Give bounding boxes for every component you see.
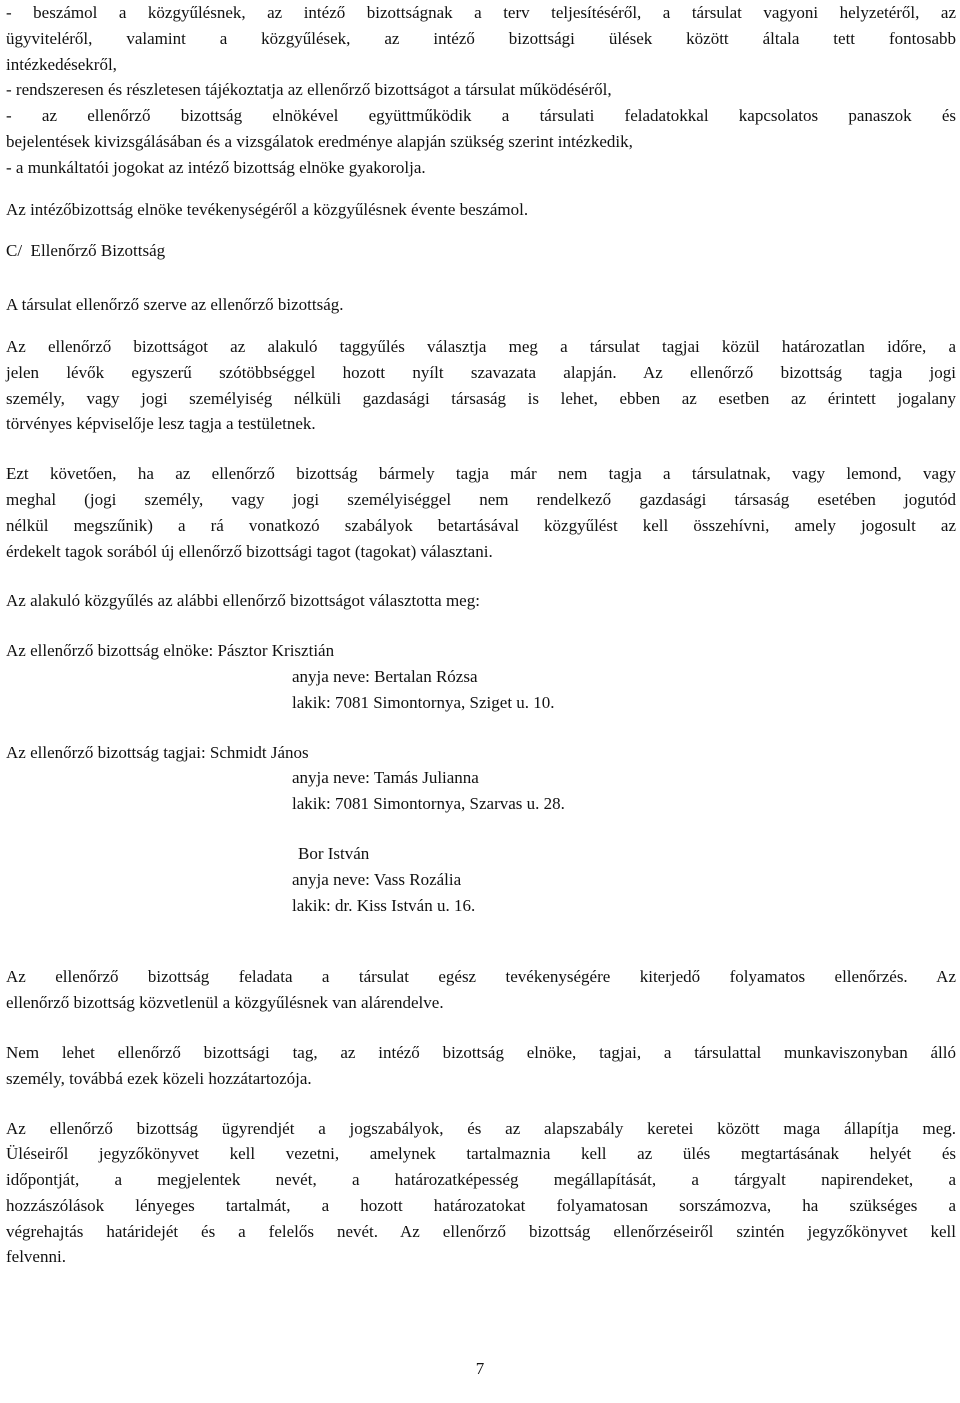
text-line: jelen lévők egyszerű szótöbbséggel hozott nyílt szavazata alapján. Az ellenőrző bizottság tagja jogi (6, 362, 956, 382)
chair-address: lakik: 7081 Simontornya, Sziget u. 10. (292, 692, 555, 712)
control-body-paragraph: A társulat ellenőrző szerve az ellenőrző bizottság. (6, 295, 344, 315)
chair-label: Az ellenőrző bizottság elnöke: Pásztor Krisztián (6, 641, 335, 661)
text-line: törvényes képviselője lesz tagja a testületnek. (6, 414, 316, 434)
text-line: ellenőrző bizottság közvetlenül a közgyűlésnek van alárendelve. (6, 993, 444, 1013)
text-line: intézkedésekről, (6, 54, 117, 74)
chair-block (6, 638, 956, 715)
text-line: Az ellenőrző bizottság feladata a társulat egész tevékenységére kiterjedő folyamatos ellenőrzés. Az (6, 967, 956, 987)
text-line: nélkül megszűnik) a rá vonatkozó szabályok betartásával közgyűlést kell összehívni, amely jogosult az (6, 515, 956, 535)
text-line: - rendszeresen és részletesen tájékoztatja az ellenőrző bizottságot a társulat működéséről, (6, 80, 612, 100)
text-line: Az ellenőrző bizottságot az alakuló taggyűlés választja meg a társulat tagjai közül határozatlan időre, a (6, 336, 956, 356)
section-heading: C/ Ellenőrző Bizottság (6, 241, 166, 261)
text-line: végrehajtás határidejét és a felelős nevét. Az ellenőrző bizottság ellenőrzéseiről szintén jegyzőkönyvet kell (6, 1221, 956, 1241)
incompatibility-paragraph (6, 1040, 956, 1092)
member1-address: lakik: 7081 Simontornya, Szarvas u. 28. (292, 794, 565, 814)
text-line: hozzászólások lényeges tartalmát, a hozott határozatokat folyamatosan sorszámozva, ha szükséges a (6, 1195, 956, 1215)
text-line: személy, vagy jogi személyiség nélküli gazdasági társaság is lehet, ebben az esetben az érintett jogalany (6, 388, 956, 408)
member2-address: lakik: dr. Kiss István u. 16. (292, 895, 476, 915)
text-line: Üléseiről jegyzőkönyvet kell vezetni, amelynek tartalmaznia kell az ülés megtartásának helyét és (6, 1144, 956, 1164)
text-line: - a munkáltatói jogokat az intéző bizottság elnöke gyakorolja. (6, 157, 426, 177)
rules-paragraph (6, 1116, 956, 1271)
text-line: meghal (jogi személy, vagy jogi személyiséggel nem rendelkező gazdasági társaság esetében jogutód (6, 489, 956, 509)
text-line: - beszámol a közgyűlésnek, az intéző bizottságnak a terv teljesítéséről, a társulat vagyoni helyzetéről, az (6, 3, 956, 22)
vacancy-paragraph (6, 461, 956, 564)
member2-name: Bor István (298, 843, 370, 863)
page-number: 7 (475, 1359, 485, 1378)
text-line: Nem lehet ellenőrző bizottsági tag, az intéző bizottság elnöke, tagjai, a társulattal munkaviszonyban álló (6, 1042, 956, 1062)
text-line: ügyviteléről, valamint a közgyűlések, az intéző bizottsági ülések között általa tett fontosabb (6, 28, 956, 48)
text-line: felvenni. (6, 1247, 66, 1267)
task-paragraph (6, 964, 956, 1016)
president-report-paragraph: Az intézőbizottság elnöke tevékenységéről a közgyűlésnek évente beszámol. (6, 199, 529, 219)
members-label: Az ellenőrző bizottság tagjai: Schmidt János (6, 742, 309, 762)
elected-paragraph: Az alakuló közgyűlés az alábbi ellenőrző bizottságot választotta meg: (6, 591, 480, 611)
election-paragraph (6, 334, 956, 437)
text-line: - az ellenőrző bizottság elnökével együttműködik a társulati feladatokkal kapcsolatos panaszok és (6, 106, 956, 126)
member1-mother: anyja neve: Tamás Julianna (292, 768, 479, 788)
member2-mother: anyja neve: Vass Rozália (292, 869, 462, 889)
text-line: személy, továbbá ezek közeli hozzátartozója. (6, 1068, 312, 1088)
members-block (6, 740, 956, 919)
text-line: időpontját, a megjelentek nevét, a határozatképesség megállapítását, a tárgyalt napirendeket, a (6, 1170, 956, 1190)
text-line: érdekelt tagok sorából új ellenőrző bizottsági tagot (tagokat) választani. (6, 541, 493, 561)
intro-list (6, 0, 956, 181)
text-line: bejelentések kivizsgálásában és a vizsgálatok eredménye alapján szükség szerint intézkedik, (6, 131, 633, 151)
text-line: Ezt követően, ha az ellenőrző bizottság bármely tagja már nem tagja a társulatnak, vagy lemond, vagy (6, 464, 956, 484)
chair-mother: anyja neve: Bertalan Rózsa (292, 666, 478, 686)
text-line: Az ellenőrző bizottság ügyrendjét a jogszabályok, és az alapszabály keretei között maga állapítja meg. (6, 1118, 956, 1138)
